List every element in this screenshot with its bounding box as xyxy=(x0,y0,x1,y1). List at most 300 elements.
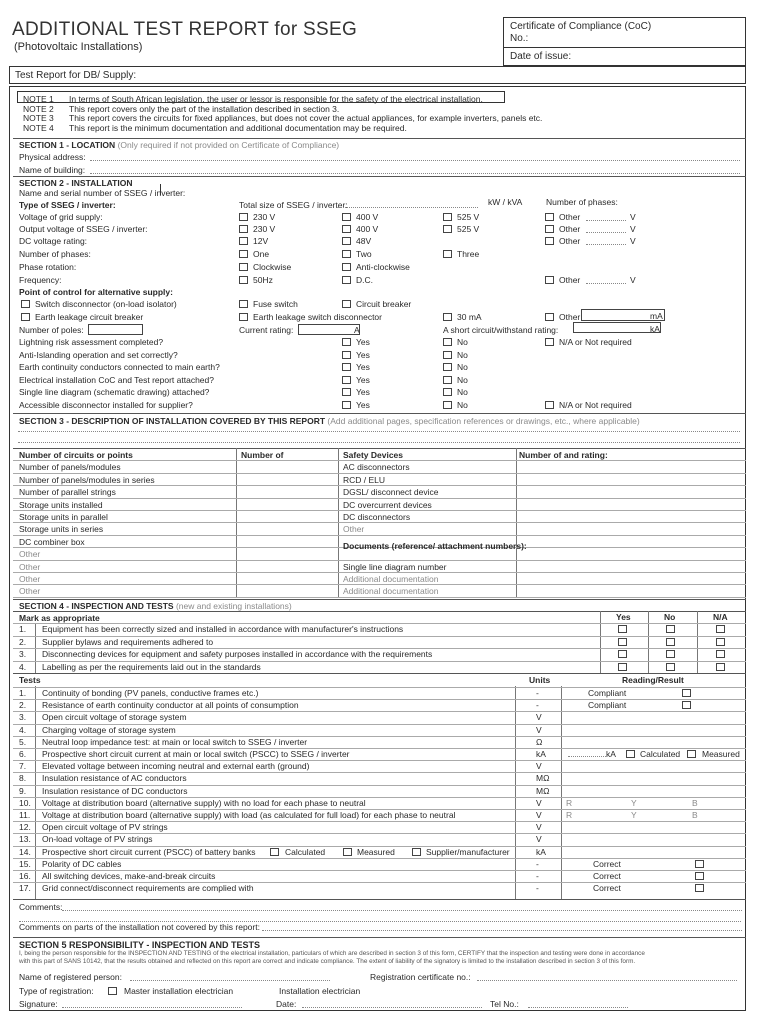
calculated-6-box[interactable] xyxy=(626,750,635,758)
no-head: No xyxy=(664,612,676,622)
check-yes-box[interactable] xyxy=(618,625,627,633)
rule-line xyxy=(88,324,143,335)
230v-out-checkbox[interactable] xyxy=(239,225,248,233)
test-num: 12. xyxy=(19,822,31,833)
two-phase-label: Two xyxy=(356,249,372,259)
rule-line xyxy=(338,207,478,208)
rule-line xyxy=(568,756,606,757)
test-label: Insulation resistance of AC conductors xyxy=(42,773,187,784)
q-no-label: No xyxy=(457,362,468,372)
note-text: This report covers the circuits for fixed appliances, but does not cover the actual appliances, for example inverters, panels etc. xyxy=(69,113,543,123)
clockwise-label: Clockwise xyxy=(253,262,292,272)
circuit-row-label: Storage units in parallel xyxy=(19,512,108,522)
switch-disconnector-checkbox[interactable] xyxy=(21,300,30,308)
switch-disconnector-label: Switch disconnector (on-load isolator) xyxy=(35,299,177,309)
dc-freq-label: D.C. xyxy=(356,275,373,285)
rule-line xyxy=(648,611,649,674)
fuse-switch-label: Fuse switch xyxy=(253,299,298,309)
q-no-label: No xyxy=(457,337,468,347)
check-yes-box[interactable] xyxy=(618,638,627,646)
50hz-label: 50Hz xyxy=(253,275,273,285)
safety-row-label: DC disconnectors xyxy=(343,512,411,522)
test-label: Polarity of DC cables xyxy=(42,858,122,869)
col-safety: Safety Devices xyxy=(343,450,404,460)
circuit-row-label: Number of panels/modules in series xyxy=(19,474,155,485)
rule-line xyxy=(13,460,746,461)
circuit-row-label: Number of parallel strings xyxy=(19,487,116,498)
test-unit: - xyxy=(536,871,539,881)
test-unit: - xyxy=(536,700,539,711)
rule-line xyxy=(13,597,746,598)
s1-heading: SECTION 1 - LOCATION (Only required if not provided on Certificate of Compliance) xyxy=(19,140,340,150)
phase-y: Y xyxy=(631,797,637,808)
name-label: Name of registered person: xyxy=(19,972,122,982)
na-head: N/A xyxy=(713,612,728,622)
test-unit: V xyxy=(536,810,542,820)
test-unit: Ω xyxy=(536,736,543,747)
correct-box[interactable] xyxy=(695,872,704,880)
test-report-box xyxy=(9,66,746,84)
q-yes-label: Yes xyxy=(356,387,370,397)
circuit-row-label: Number of panels/modules xyxy=(19,462,121,473)
s5-heading: SECTION 5 RESPONSIBILITY - INSPECTION AND TESTS xyxy=(19,940,261,950)
question-label: Electrical installation CoC and Test report attached? xyxy=(19,374,214,385)
one-phase-checkbox[interactable] xyxy=(239,250,248,258)
525v-out-label: 525 V xyxy=(457,224,480,234)
rule-line xyxy=(477,980,737,981)
note-label: NOTE 3 xyxy=(23,113,54,123)
test-num: 2. xyxy=(19,700,27,711)
rule-line xyxy=(13,611,746,612)
volt-unit: V xyxy=(630,275,636,285)
rule-line xyxy=(13,522,746,523)
col-number: Number of xyxy=(241,450,284,460)
compliant-1: Compliant xyxy=(588,688,627,698)
row-label: Point of control for alternative supply: xyxy=(19,287,173,297)
test-label: Prospective short circuit current (PSCC) of battery banks xyxy=(42,846,256,857)
test-report-label: Test Report for DB/ Supply: xyxy=(15,70,137,81)
q-no-checkbox[interactable] xyxy=(443,363,452,371)
test-label: Prospective short circuit current at main or local switch (PSCC) to SSEG / inverter xyxy=(42,749,350,759)
12v-label: 12V xyxy=(253,236,269,246)
test-label: Insulation resistance of DC conductors xyxy=(42,785,188,796)
other-point-label: Other xyxy=(559,312,581,322)
one-phase-label: One xyxy=(253,249,270,259)
test-unit: kA xyxy=(536,749,546,759)
total-size-label: Total size of SSEG / inverter: xyxy=(239,200,348,210)
other-freq-checkbox[interactable] xyxy=(545,276,554,284)
rule-line xyxy=(515,686,516,900)
inst-label: Installation electrician xyxy=(279,986,361,996)
test-unit: V xyxy=(536,712,542,723)
calculated-6: Calculated xyxy=(640,749,681,759)
30ma-checkbox[interactable] xyxy=(443,313,452,321)
rule-line xyxy=(130,980,330,981)
measured-6: Measured xyxy=(702,749,740,759)
other-point-checkbox[interactable] xyxy=(545,313,554,321)
add-doc-label-2: Additional documentation xyxy=(343,586,439,597)
q-na-label: N/A or Not required xyxy=(559,399,632,410)
phase-b: B xyxy=(692,810,698,820)
check-no-box[interactable] xyxy=(666,663,675,671)
test-unit: MΩ xyxy=(536,785,550,796)
check-na-box[interactable] xyxy=(716,650,725,658)
name-serial-label: Name and serial number of SSEG / inverter: xyxy=(19,188,186,198)
amp-unit: A xyxy=(354,325,360,335)
525v-grid-checkbox[interactable] xyxy=(443,213,452,221)
ka-6: kA xyxy=(606,749,616,759)
q-no-label: No xyxy=(457,387,468,397)
supplier-14: Supplier/manufacturer xyxy=(426,846,510,857)
48v-checkbox[interactable] xyxy=(342,237,351,245)
50hz-checkbox[interactable] xyxy=(239,276,248,284)
note-label: NOTE 4 xyxy=(23,122,54,133)
row-label: Number of phases: xyxy=(19,249,91,259)
yes-head: Yes xyxy=(616,612,631,622)
note-text: In terms of South African legislation, the user or lessor is responsible for the safety of the electrical installation. xyxy=(69,94,483,104)
q-yes-label: Yes xyxy=(356,337,370,347)
row-label: Frequency: xyxy=(19,275,62,285)
test-num: 9. xyxy=(19,785,27,796)
test-num: 10. xyxy=(19,797,31,808)
clockwise-checkbox[interactable] xyxy=(239,263,248,271)
elsd-checkbox[interactable] xyxy=(239,313,248,321)
meas-14: Measured xyxy=(357,846,395,857)
compliant-1-box[interactable] xyxy=(682,689,691,697)
check-label: Supplier bylaws and requirements adhered to xyxy=(42,636,214,647)
single-line-label: Single line diagram number xyxy=(343,561,447,572)
s2-heading: SECTION 2 - INSTALLATION xyxy=(19,178,133,188)
test-unit: V xyxy=(536,761,542,772)
rule-line xyxy=(35,686,36,900)
safety-row-label: RCD / ELU xyxy=(343,474,386,485)
units-head: Units xyxy=(529,675,551,685)
col-circuits: Number of circuits or points xyxy=(19,450,133,460)
correct-box[interactable] xyxy=(695,860,704,868)
type-reg-label: Type of registration: xyxy=(19,986,94,996)
row-label: Voltage of grid supply: xyxy=(19,212,103,222)
q-no-checkbox[interactable] xyxy=(443,351,452,359)
rule-line xyxy=(13,584,746,585)
fuse-switch-checkbox[interactable] xyxy=(239,300,248,308)
compliant-2-box[interactable] xyxy=(682,701,691,709)
correct-label: Correct xyxy=(593,858,621,869)
test-label: Charging voltage of storage system xyxy=(42,724,176,735)
docs-label: Documents (reference/ attachment numbers): xyxy=(343,540,527,551)
short-label: A short circuit/withstand rating: xyxy=(443,325,559,335)
q-yes-checkbox[interactable] xyxy=(342,338,351,346)
q-yes-checkbox[interactable] xyxy=(342,376,351,384)
test-num: 15. xyxy=(19,858,31,869)
400v-out-checkbox[interactable] xyxy=(342,225,351,233)
question-label: Single line diagram (schematic drawing) attached? xyxy=(19,387,210,397)
30ma-label: 30 mA xyxy=(457,312,482,322)
reading-head: Reading/Result xyxy=(622,675,684,685)
question-label: Accessible disconnector installed for supplier? xyxy=(19,399,193,410)
525v-grid-label: 525 V xyxy=(457,212,480,222)
correct-box[interactable] xyxy=(695,884,704,892)
test-num: 14. xyxy=(19,846,31,857)
supplier-14-box[interactable] xyxy=(412,848,421,856)
note-label: NOTE 1 xyxy=(23,94,54,104)
ma-unit: mA xyxy=(650,311,663,321)
other-dc-label: Other xyxy=(559,236,581,246)
date-label: Date: xyxy=(276,999,297,1009)
q-na-checkbox[interactable] xyxy=(545,401,554,409)
q-yes-checkbox[interactable] xyxy=(342,388,351,396)
coc-label: Certificate of Compliance (CoC) No.: xyxy=(510,21,652,44)
reg-cert-label: Registration certificate no.: xyxy=(370,972,471,982)
rule-line xyxy=(13,498,746,499)
rule-line xyxy=(13,560,746,561)
page-title: ADDITIONAL TEST REPORT for SSEG xyxy=(12,19,358,40)
test-num: 11. xyxy=(19,810,31,820)
rule-line xyxy=(586,244,626,245)
check-no-box[interactable] xyxy=(666,650,675,658)
check-label: Labelling as per the requirements laid out in the standards xyxy=(42,661,261,672)
test-label: Resistance of earth continuity conductor at all points of consumption xyxy=(42,700,299,711)
test-unit: V xyxy=(536,724,542,735)
signature-label: Signature: xyxy=(19,999,58,1009)
test-unit: - xyxy=(536,858,539,869)
525v-out-checkbox[interactable] xyxy=(443,225,452,233)
q-no-checkbox[interactable] xyxy=(443,338,452,346)
anti-clockwise-checkbox[interactable] xyxy=(342,263,351,271)
400v-grid-label: 400 V xyxy=(356,212,379,222)
check-num: 2. xyxy=(19,636,27,647)
q-no-label: No xyxy=(457,374,468,385)
mark-label: Mark as appropriate xyxy=(19,613,100,623)
question-label: Earth continuity conductors connected to main earth? xyxy=(19,362,220,372)
test-label: Voltage at distribution board (alternative supply) with no load for each phase to neutral xyxy=(42,797,366,808)
note-text: This report covers only the part of the installation described in section 3. xyxy=(69,103,340,114)
physical-address-label: Physical address: xyxy=(19,152,86,162)
s5-text-2: with this part of SANS 10142, that the results obtained and reflected on this report are correct and indicate compliance. The extent of liability of the signatory is limited to the installation described in section 3 of this form. xyxy=(19,958,636,965)
check-label: Disconnecting devices for equipment and safety purposes installed in accordance with the requirements xyxy=(42,649,433,659)
test-unit: MΩ xyxy=(536,773,550,784)
phase-b: B xyxy=(692,797,698,808)
test-num: 1. xyxy=(19,688,27,698)
rule-line xyxy=(13,858,746,859)
check-label: Equipment has been correctly sized and installed in accordance with manufacturer's instructions xyxy=(42,624,404,634)
test-label: Open circuit voltage of PV strings xyxy=(42,822,168,833)
test-label: On-load voltage of PV strings xyxy=(42,834,153,845)
other-out-label: Other xyxy=(559,224,581,234)
kw-label: kW / kVA xyxy=(488,197,523,207)
230v-grid-label: 230 V xyxy=(253,212,276,222)
rule-line xyxy=(586,220,626,221)
circuit-row-label: Other xyxy=(19,549,41,560)
current-label: Current rating: xyxy=(239,325,294,335)
check-num: 1. xyxy=(19,624,27,634)
test-unit: kA xyxy=(536,846,546,857)
master-box[interactable] xyxy=(108,987,117,995)
12v-checkbox[interactable] xyxy=(239,237,248,245)
test-label: All switching devices, make-and-break circuits xyxy=(42,871,216,881)
q-na-checkbox[interactable] xyxy=(545,338,554,346)
elsd-label: Earth leakage switch disconnector xyxy=(253,312,382,322)
three-phase-label: Three xyxy=(457,249,480,259)
q-no-label: No xyxy=(457,399,468,410)
400v-grid-checkbox[interactable] xyxy=(342,213,351,221)
row-label: Output voltage of SSEG / inverter: xyxy=(19,224,148,234)
400v-out-label: 400 V xyxy=(356,224,379,234)
rule-line xyxy=(62,910,742,911)
phase-r: R xyxy=(566,810,573,820)
test-label: Open circuit voltage of storage system xyxy=(42,712,187,723)
rule-line xyxy=(13,448,746,449)
test-num: 16. xyxy=(19,871,31,881)
compliant-2: Compliant xyxy=(588,700,627,710)
rule-line xyxy=(262,930,742,931)
other-grid-label: Other xyxy=(559,212,581,222)
q-no-checkbox[interactable] xyxy=(443,401,452,409)
other-freq-label: Other xyxy=(559,275,581,285)
circuit-row-label: Other xyxy=(19,586,41,597)
test-label: Elevated voltage between incoming neutral and external earth (ground) xyxy=(42,761,310,772)
test-num: 6. xyxy=(19,749,27,759)
col-rating: Number of and rating: xyxy=(519,450,608,460)
safety-row-label: Other xyxy=(343,524,365,535)
phase-y: Y xyxy=(631,810,637,820)
building-label: Name of building: xyxy=(19,165,86,175)
q-no-label: No xyxy=(457,349,468,360)
other-grid-checkbox[interactable] xyxy=(545,213,554,221)
note-label: NOTE 2 xyxy=(23,103,54,114)
test-unit: V xyxy=(536,834,542,845)
s3-heading: SECTION 3 - DESCRIPTION OF INSTALLATION COVERED BY THIS REPORT (Add additional pages, specification references or drawings, etc., where applicable) xyxy=(19,416,640,426)
48v-label: 48V xyxy=(356,236,372,246)
rule-line xyxy=(302,1007,482,1008)
note-text: This report is the minimum documentation and additional documentation may be required. xyxy=(69,122,407,133)
measured-6-box[interactable] xyxy=(687,750,696,758)
check-yes-box[interactable] xyxy=(618,650,627,658)
calc-14-box[interactable] xyxy=(270,848,279,856)
test-num: 4. xyxy=(19,724,27,735)
coc-box xyxy=(503,17,746,66)
row-label: Phase rotation: xyxy=(19,262,77,272)
circuit-row-label: DC combiner box xyxy=(19,536,85,547)
comments2-label: Comments on parts of the installation not covered by this report: xyxy=(19,922,260,932)
calc-14: Calculated xyxy=(285,846,326,857)
q-yes-label: Yes xyxy=(356,399,370,410)
date-issue-label: Date of issue: xyxy=(510,51,572,62)
rule-line xyxy=(573,322,661,333)
row-label: DC voltage rating: xyxy=(19,236,88,246)
test-unit: V xyxy=(536,822,542,833)
row-label: Number of poles: xyxy=(19,325,84,335)
test-num: 17. xyxy=(19,883,31,894)
three-phase-checkbox[interactable] xyxy=(443,250,452,258)
test-label: Continuity of bonding (PV panels, conductive frames etc.) xyxy=(42,688,259,698)
page-subtitle: (Photovoltaic Installations) xyxy=(14,41,143,53)
row-label: Type of SSEG / inverter: xyxy=(19,200,116,210)
q-no-checkbox[interactable] xyxy=(443,376,452,384)
rule-line xyxy=(13,572,746,573)
safety-row-label: DGSL/ disconnect device xyxy=(343,487,439,498)
test-num: 5. xyxy=(19,736,27,747)
test-num: 3. xyxy=(19,712,27,723)
s5-text-1: I, being the person responsible for the INSPECTION AND TESTING of the electrical installation, particulars of which are described in section 3 of this form, CERTIFY that the inspection and testing were done in accordance xyxy=(19,950,645,957)
volt-unit: V xyxy=(630,224,636,234)
q-no-checkbox[interactable] xyxy=(443,388,452,396)
safety-row-label: AC disconnectors xyxy=(343,462,410,473)
anti-clockwise-label: Anti-clockwise xyxy=(356,262,410,272)
q-yes-label: Yes xyxy=(356,349,370,360)
other-dc-checkbox[interactable] xyxy=(545,237,554,245)
q-yes-checkbox[interactable] xyxy=(342,351,351,359)
elcb-label: Earth leakage circuit breaker xyxy=(35,312,144,322)
q-yes-checkbox[interactable] xyxy=(342,401,351,409)
check-na-box[interactable] xyxy=(716,638,725,646)
rule-line xyxy=(298,324,360,335)
check-no-box[interactable] xyxy=(666,638,675,646)
rule-line xyxy=(13,510,746,511)
master-label: Master installation electrician xyxy=(124,986,234,996)
test-num: 8. xyxy=(19,773,27,784)
q-yes-checkbox[interactable] xyxy=(342,363,351,371)
test-num: 7. xyxy=(19,761,27,772)
rule-line xyxy=(600,611,601,674)
check-na-box[interactable] xyxy=(716,625,725,633)
check-na-box[interactable] xyxy=(716,663,725,671)
rule-line xyxy=(697,611,698,674)
s4-heading: SECTION 4 - INSPECTION AND TESTS (new and existing installations) xyxy=(19,601,292,611)
rule-line xyxy=(13,673,746,674)
circuit-row-label: Storage units installed xyxy=(19,499,103,510)
comments-label: Comments: xyxy=(19,902,63,912)
volt-unit: V xyxy=(630,212,636,222)
check-num: 4. xyxy=(19,661,27,672)
two-phase-checkbox[interactable] xyxy=(342,250,351,258)
elcb-checkbox[interactable] xyxy=(21,313,30,321)
tel-label: Tel No.: xyxy=(490,999,519,1009)
q-yes-label: Yes xyxy=(356,362,370,372)
test-unit: - xyxy=(536,688,539,698)
circuit-breaker-checkbox[interactable] xyxy=(342,300,351,308)
rule-line xyxy=(13,485,746,486)
test-label: Voltage at distribution board (alternative supply) with load (as calculated for full load) for each phase to neutral xyxy=(42,810,456,820)
test-label: Neutral loop impedance test: at main or local switch to SSEG / inverter xyxy=(42,736,308,747)
circuit-row-label: Other xyxy=(19,561,41,572)
volt-unit: V xyxy=(630,236,636,246)
question-label: Anti-Islanding operation and set correctly? xyxy=(19,349,178,360)
circuit-row-label: Storage units in series xyxy=(19,524,104,535)
rule-line xyxy=(13,899,746,900)
test-num: 13. xyxy=(19,834,31,845)
check-no-box[interactable] xyxy=(666,625,675,633)
tests-head: Tests xyxy=(19,675,41,685)
test-unit: V xyxy=(536,797,542,808)
ka-unit: kA xyxy=(650,324,660,334)
question-label: Lightning risk assessment completed? xyxy=(19,337,164,347)
check-yes-box[interactable] xyxy=(618,663,627,671)
phase-r: R xyxy=(566,797,573,808)
dc-freq-checkbox[interactable] xyxy=(342,276,351,284)
circuit-breaker-label: Circuit breaker xyxy=(356,299,412,309)
meas-14-box[interactable] xyxy=(343,848,352,856)
rule-line xyxy=(62,1007,242,1008)
other-out-checkbox[interactable] xyxy=(545,225,554,233)
phases-label: Number of phases: xyxy=(546,197,618,207)
test-label: Grid connect/disconnect requirements are complied with xyxy=(42,883,254,894)
q-yes-label: Yes xyxy=(356,374,370,385)
test-unit: - xyxy=(536,883,539,894)
safety-row-label: DC overcurrent devices xyxy=(343,499,432,510)
230v-grid-checkbox[interactable] xyxy=(239,213,248,221)
rule-line xyxy=(561,686,562,900)
rule-line xyxy=(528,1007,628,1008)
